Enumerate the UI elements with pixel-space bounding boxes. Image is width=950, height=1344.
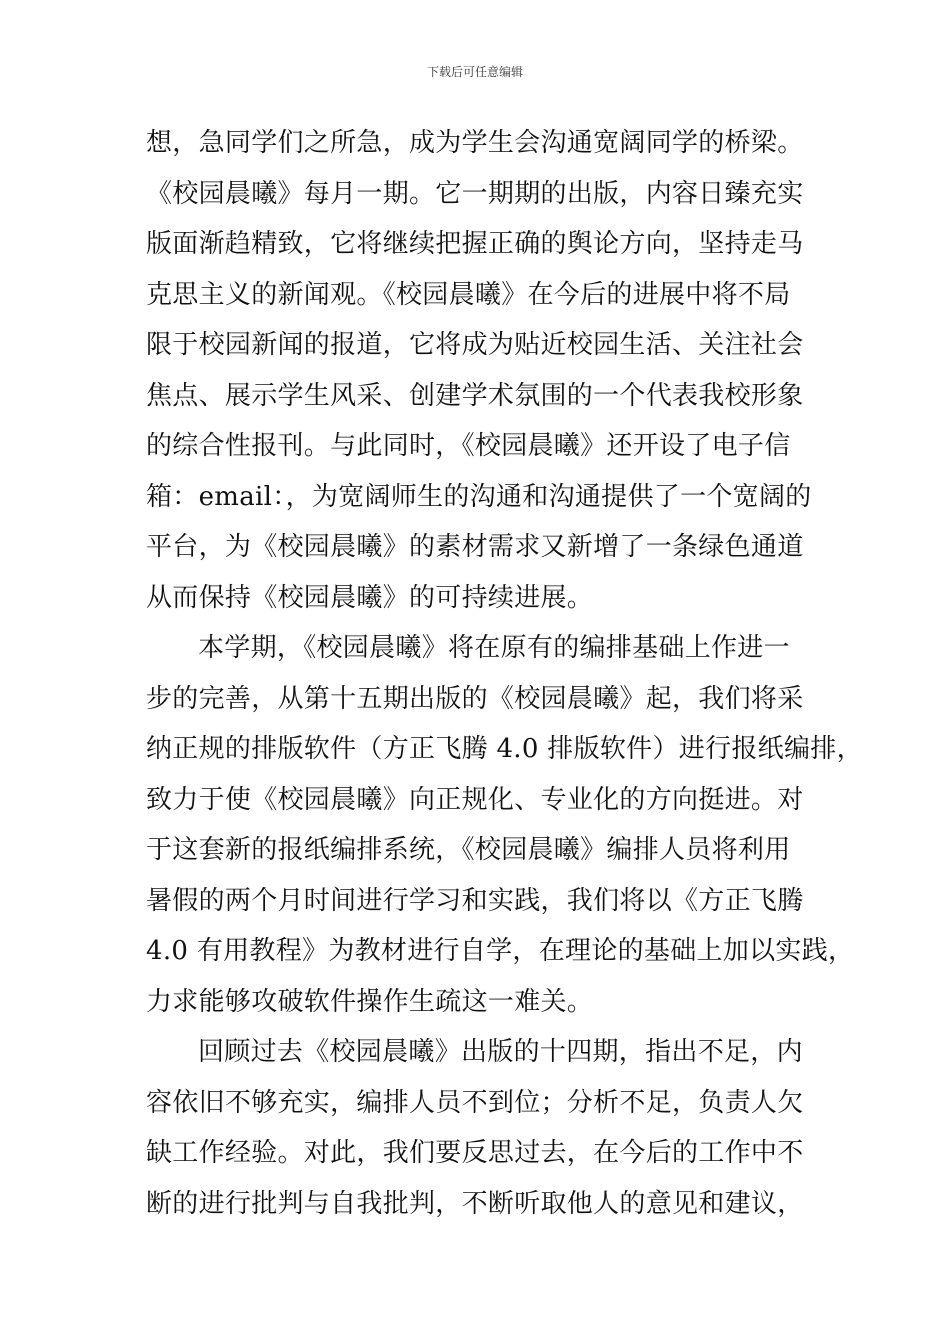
text-line: 的综合性报刊。与此同时，《校园晨曦》还开设了电子信 xyxy=(146,431,791,461)
paragraph-1 xyxy=(146,118,836,623)
text-line: 回顾过去《校园晨曦》出版的十四期，指出不足，内 xyxy=(198,1037,803,1067)
text-line: 焦点、展示学生风采、创建学术氛围的一个代表我校形象 xyxy=(146,380,804,411)
text-line: 容依旧不够充实，编排人员不到位；分析不足，负责人欠 xyxy=(146,1087,804,1118)
text-line: 箱：email：，为宽阔师生的沟通和沟通提供了一个宽阔的 xyxy=(146,481,812,512)
text-line: 断的进行批判与自我批判，不断听取他人的意见和建议， xyxy=(146,1188,804,1219)
text-line: 克思主义的新闻观。《校园晨曦》在今后的进展中将不局 xyxy=(146,279,791,310)
text-line: 暑假的两个月时间进行学习和实践，我们将以《方正飞腾 xyxy=(146,885,804,916)
text-line: 想，急同学们之所急，成为学生会沟通宽阔同学的桥梁。 xyxy=(146,128,804,158)
document-body xyxy=(146,118,863,1229)
text-line: 平台，为《校园晨曦》的素材需求又新增了一条绿色通道 xyxy=(146,532,804,562)
paragraph-2 xyxy=(146,623,863,1027)
text-line: 于这套新的报纸编排系统，《校园晨曦》编排人员将利用 xyxy=(146,835,791,865)
text-line: 4.0 有用教程》为教材进行自学，在理论的基础上加以实践， xyxy=(146,936,855,966)
text-line: 致力于使《校园晨曦》向正规化、专业化的方向挺进。对 xyxy=(146,784,804,815)
text-line: 缺工作经验。对此，我们要反思过去，在今后的工作中不 xyxy=(146,1138,804,1168)
text-line: 步的完善，从第十五期出版的《校园晨曦》起，我们将采 xyxy=(146,683,804,714)
text-line: 限于校园新闻的报道，它将成为贴近校园生活、关注社会 xyxy=(146,330,804,360)
text-line: 《校园晨曦》每月一期。它一期期的出版，内容日臻充实 xyxy=(146,178,804,209)
paragraph-3 xyxy=(146,1027,836,1229)
text-line: 力求能够攻破软件操作生疏这一难关。 xyxy=(146,986,594,1017)
page-header: 下载后可任意编辑 xyxy=(426,65,523,79)
text-line: 从而保持《校园晨曦》的可持续进展。 xyxy=(146,582,594,613)
text-line: 纳正规的排版软件（方正飞腾 4.0 排版软件）进行报纸编排， xyxy=(146,734,863,764)
text-line: 本学期，《校园晨曦》将在原有的编排基础上作进一 xyxy=(198,633,790,663)
text-line: 版面渐趋精致，它将继续把握正确的舆论方向，坚持走马 xyxy=(146,229,804,259)
